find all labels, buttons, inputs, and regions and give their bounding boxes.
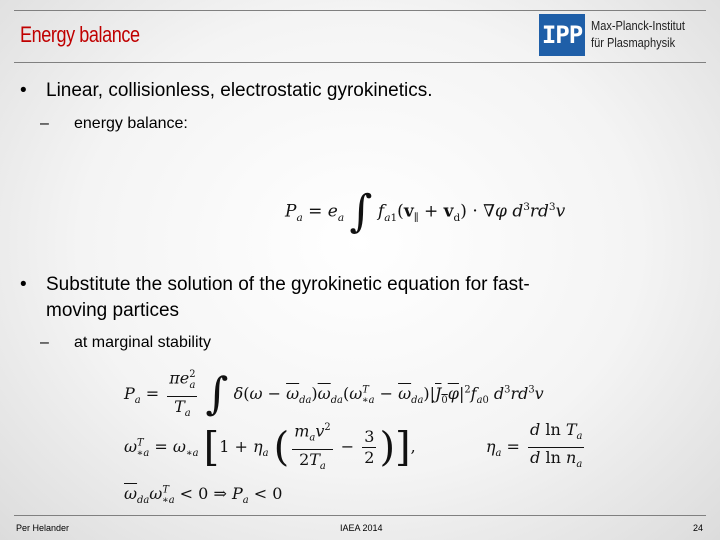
equation-condition: $\overline{\omega}_{da}\omega^T_{∗a} < 0$ ⇒ $P_a < 0$: [124, 484, 283, 507]
dash-icon: –: [40, 115, 49, 132]
dash-icon: –: [40, 334, 49, 351]
institute-line-1: Max-Planck-Institut: [591, 18, 685, 33]
bullet-2: [20, 272, 680, 324]
bullet-2-line-2: moving partices: [46, 300, 180, 321]
sub-bullet-1: [40, 115, 188, 133]
ipp-logo: IPP: [539, 14, 585, 56]
institute-name: [591, 17, 685, 51]
bullet-1: [20, 80, 433, 102]
equation-energy-balance: $P_a = e_a$ ∫ $f_{a1}(v_\parallel + v_d) \cdot \nabla\varphi$ $d^3rd^3v$: [285, 186, 566, 237]
header-bottom-rule: [14, 62, 706, 63]
header-top-rule: [14, 10, 706, 11]
sub-bullet-1-text: energy balance:: [74, 115, 188, 132]
sub-bullet-2-text: at marginal stability: [74, 334, 211, 351]
equation-omega-star: $\omega^T_{∗a} = \omega_{∗a}$ [$1 + \eta_a$ ( $\frac{m_av^2}{2T_a}$ − $\frac{3}{2}$ )], $\eta_a$ = $\frac{d \ln T_a}{d \ln n_a}$: [124, 419, 583, 472]
bullet-dot-icon: •: [20, 274, 27, 295]
bullet-1-text: Linear, collisionless, electrostatic gyrokinetics.: [46, 80, 433, 101]
footer-page-number: 24: [693, 523, 704, 533]
equation-power-marginal: $P_a$ = $\frac{\pi e^2_a}{T_a}$ ∫ $\delta(\omega - \overline{\omega}_{da})\overline{\omega}_{da}(\omega^T_{∗a} - \overline{\omega}_{da})|J_0\varphi|^2f_{a0}$ $d^3rd^3v$: [124, 365, 544, 424]
bullet-dot-icon: •: [20, 80, 27, 101]
sub-bullet-2: [40, 334, 211, 352]
footer-rule: [14, 515, 706, 516]
footer-author: Per Helander: [16, 523, 70, 533]
footer-event: IAEA 2014: [340, 523, 383, 533]
institute-line-2: für Plasmaphysik: [591, 35, 676, 50]
bullet-2-line-1: Substitute the solution of the gyrokinetic equation for fast-: [46, 274, 530, 295]
slide-title: Energy balance: [20, 22, 140, 47]
